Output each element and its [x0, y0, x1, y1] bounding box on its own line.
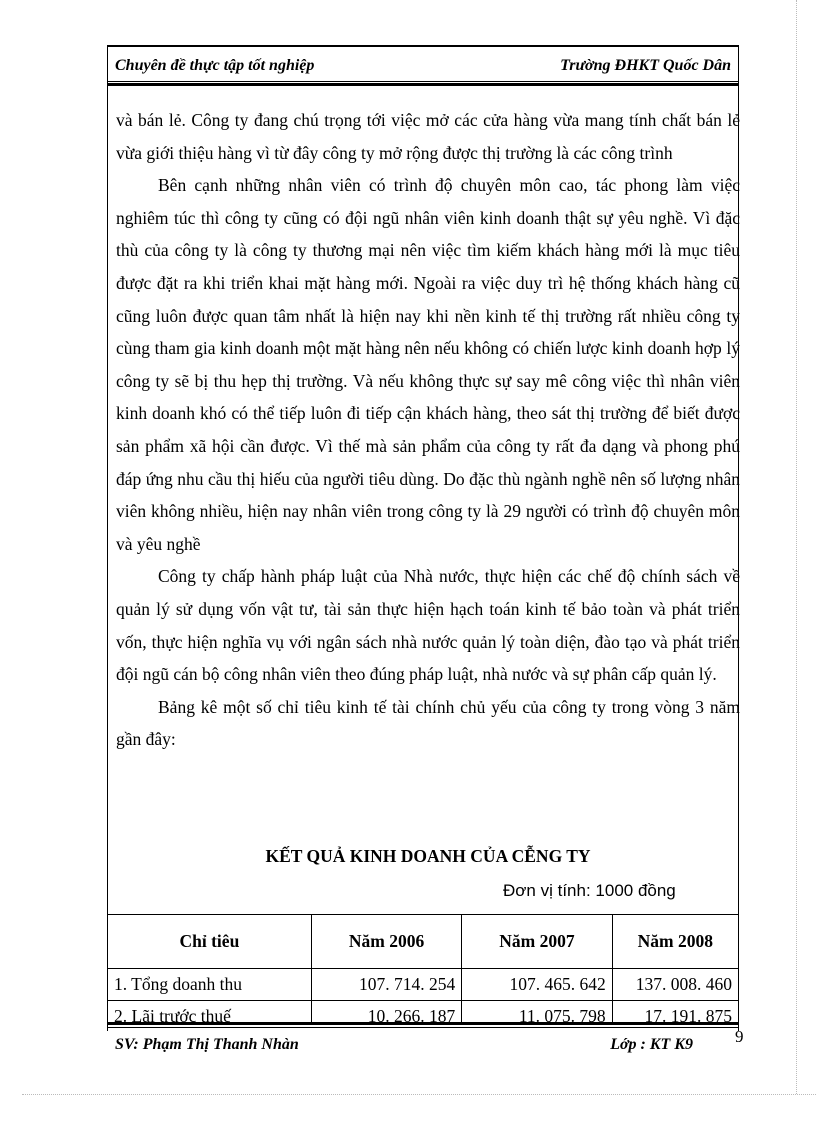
- unit-note: Đơn vị tính: 1000 đồng: [503, 881, 676, 900]
- results-table: [107, 914, 739, 1024]
- value-cell: 107. 465. 642: [462, 969, 612, 1001]
- value-cell: 11. 075. 798: [462, 1001, 612, 1025]
- row-label: 2. Lãi trước thuế: [108, 1001, 312, 1025]
- page-header: [107, 45, 739, 82]
- table-header-row: [108, 915, 739, 969]
- footer-class: Lớp : KT K9: [610, 1036, 693, 1053]
- header-cell: Năm 2008: [612, 915, 738, 969]
- value-cell: 10. 266. 187: [311, 1001, 461, 1025]
- footer-rule: [107, 1027, 739, 1028]
- body-text: [116, 104, 740, 756]
- value-cell: 17. 191. 875: [612, 1001, 738, 1025]
- paragraph-2: Bên cạnh những nhân viên có trình độ chuyên môn cao, tác phong làm việc nghiêm túc thì công ty cũng có đội ngũ nhân viên kinh doanh thật sự yêu nghề. Vì đặc thù của công ty là công ty thương mại nên việc tìm kiếm khách hàng mới là mục tiêu được đặt ra khi triển khai mặt hàng mới. Ngoài ra việc duy trì hệ thống khách hàng cũ cũng luôn được quan tâm nhất là hiện nay khi nền kinh tế thị trường rất nhiều công ty cùng tham gia kinh doanh một mặt hàng nên nếu không có chiến lược kinh doanh hợp lý công ty sẽ bị thu hẹp thị trường. Và nếu không thực sự say mê công việc thì nhân viên kinh doanh khó có thể tiếp luôn đi tiếp cận khách hàng, theo sát thị trường để biết được sản phẩm xã hội cần được. Vì thế mà sản phẩm của công ty rất đa dạng và phong phú đáp ứng nhu cầu thị hiếu của người tiêu dùng. Do đặc thù ngành nghề nên số lượng nhân viên không nhiều, hiện nay nhân viên trong công ty là 29 người có trình độ chuyên môn và yêu nghề: [116, 175, 740, 554]
- footer-student: SV: Phạm Thị Thanh Nhàn: [115, 1036, 299, 1053]
- header-course-title: Chuyên đề thực tập tốt nghiệp: [115, 57, 315, 74]
- header-cell: Chỉ tiêu: [108, 915, 312, 969]
- page-edge-guide: [22, 1094, 816, 1095]
- value-cell: 107. 714. 254: [311, 969, 461, 1001]
- paragraph-4: Bảng kê một số chỉ tiêu kinh tế tài chính chủ yếu của công ty trong vòng 3 năm gần đây:: [116, 696, 740, 750]
- paragraph-3: Công ty chấp hành pháp luật của Nhà nước, thực hiện các chế độ chính sách về quản lý sử dụng vốn vật tư, tài sản thực hiện hạch toán kinh tế bảo toàn và phát triển vốn, thực hiện nghĩa vụ với ngân sách nhà nước quản lý toàn diện, đào tạo và phát triển đội ngũ cán bộ công nhân viên theo đúng pháp luật, nhà nước và sự phân cấp quản lý.: [116, 566, 740, 685]
- table-row: [108, 1001, 739, 1025]
- header-cell: Năm 2006: [311, 915, 461, 969]
- table-title: KẾT QUẢ KINH DOANH CỦA CỄNG TY: [265, 846, 591, 866]
- header-university: Trường ĐHKT Quốc Dân: [560, 57, 731, 74]
- results-table-wrapper: [107, 914, 739, 1024]
- header-cell: Năm 2007: [462, 915, 612, 969]
- value-cell: 137. 008. 460: [612, 969, 738, 1001]
- page-number: 9: [735, 1027, 744, 1046]
- paragraph-1: và bán lẻ. Công ty đang chú trọng tới việc mở các cửa hàng vừa mang tính chất bán lẻ vừa giới thiệu hàng vì từ đây công ty mở rộng được thị trường là các công trình: [116, 110, 740, 163]
- page-edge-guide: [796, 0, 797, 1094]
- footer-rule: [107, 1022, 739, 1025]
- row-label: 1. Tổng doanh thu: [108, 969, 312, 1001]
- table-row: [108, 969, 739, 1001]
- page-footer: [107, 1022, 739, 1062]
